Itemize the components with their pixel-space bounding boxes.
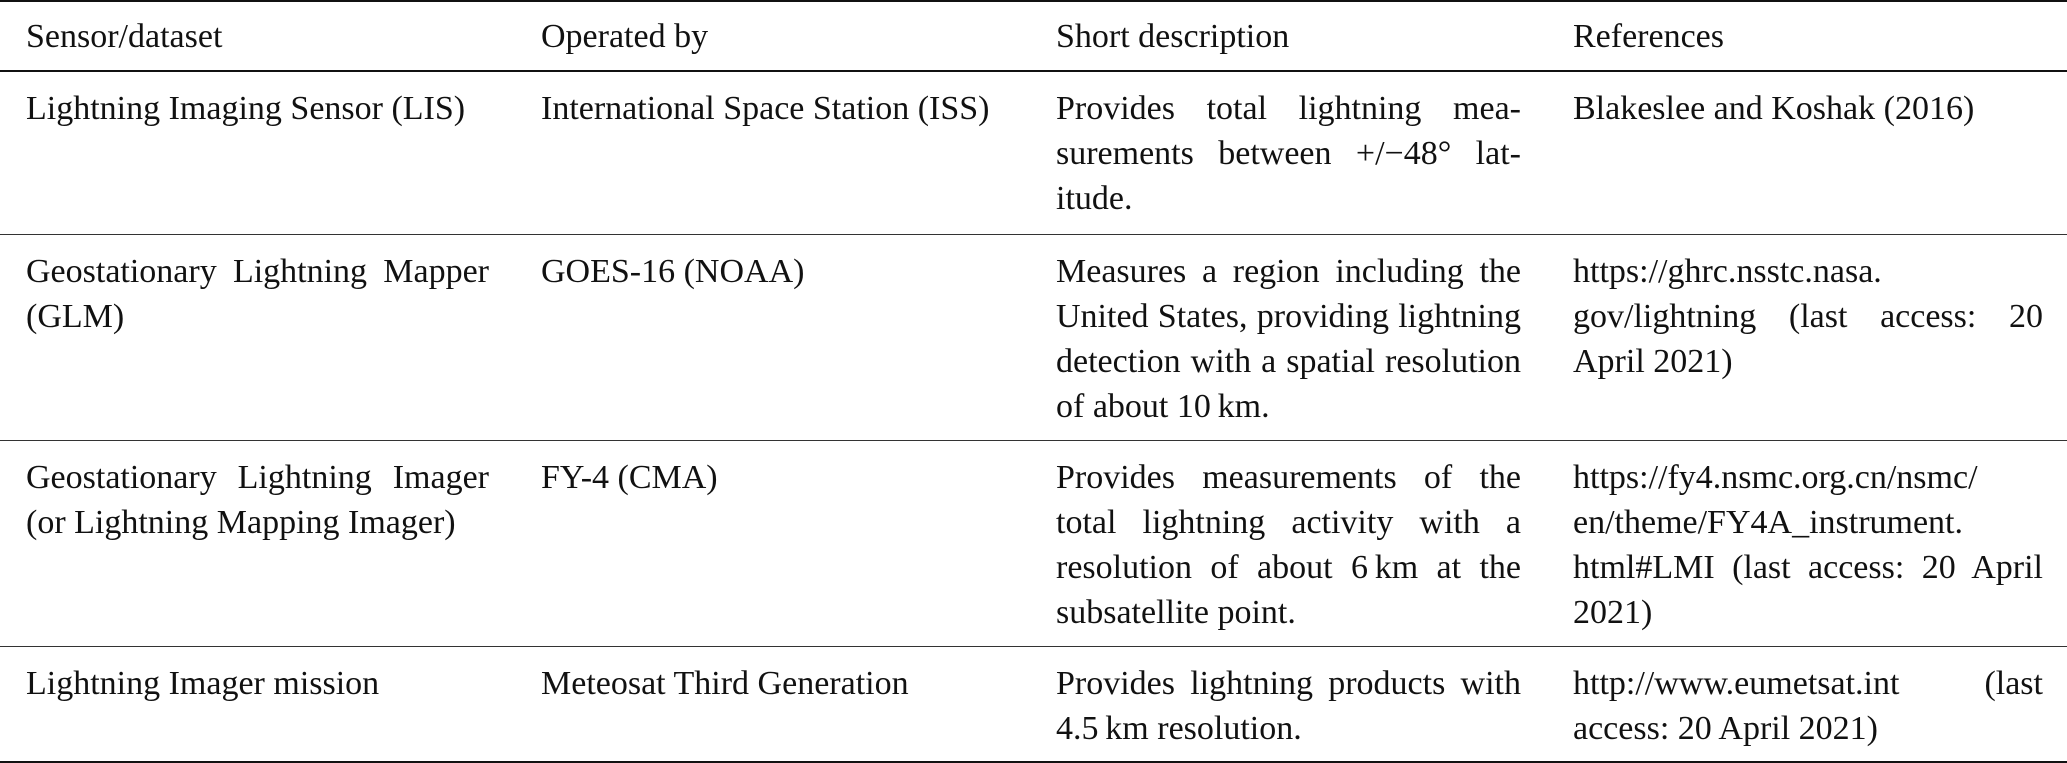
cell-sensor: Geostationary Lightning Mapper (GLM) [26, 253, 489, 335]
cell-description: Measures a region including the United States, providing lightning detection with a spatial resolution of about 10 km. [1056, 253, 1521, 425]
cell-reference: http://www.eumetsat.int (last access: 20 April 2021) [1573, 665, 2043, 747]
header-short-description: Short description [1056, 17, 1290, 55]
cell-operator: FY-4 (CMA) [541, 459, 718, 496]
cell-sensor: Geostationary Lightning Imager (or Lightning Mapping Imager) [26, 459, 489, 541]
cell-description: Provides measurements of the total lightning activity with a resolution of about 6 km at the subsatellite point. [1056, 459, 1521, 631]
table-row [0, 647, 2067, 763]
cell-reference: https://fy4.nsmc.org.cn/nsmc/​en/theme/FY4A_instrument.​html#LMI (last access: 20 April 2021) [1573, 459, 2043, 631]
cell-description: Provides total lightning measurements between +/−48° latitude. [1056, 90, 1521, 217]
cell-operator: GOES-16 (NOAA) [541, 253, 805, 290]
cell-operator: International Space Station (ISS) [541, 90, 990, 127]
header-row [0, 1, 2067, 71]
table-header [0, 1, 2067, 71]
header-sensor-dataset: Sensor/dataset [26, 17, 223, 55]
cell-description: Provides lightning products with 4.5 km resolution. [1056, 665, 1521, 747]
header-operated-by: Operated by [541, 17, 709, 55]
table-row [0, 71, 2067, 235]
cell-operator: Meteosat Third Generation [541, 665, 909, 702]
header-references: References [1573, 17, 1725, 55]
cell-reference: https://ghrc.nsstc.nasa.​gov/lightning (last access: 20 April 2021) [1573, 253, 2043, 380]
table-row [0, 235, 2067, 441]
table-body [0, 71, 2067, 762]
table-row [0, 441, 2067, 647]
cell-sensor: Lightning Imaging Sensor (LIS) [26, 90, 466, 127]
cell-sensor: Lightning Imager mission [26, 665, 380, 702]
cell-reference: Blakeslee and Koshak (2016) [1573, 90, 1975, 127]
